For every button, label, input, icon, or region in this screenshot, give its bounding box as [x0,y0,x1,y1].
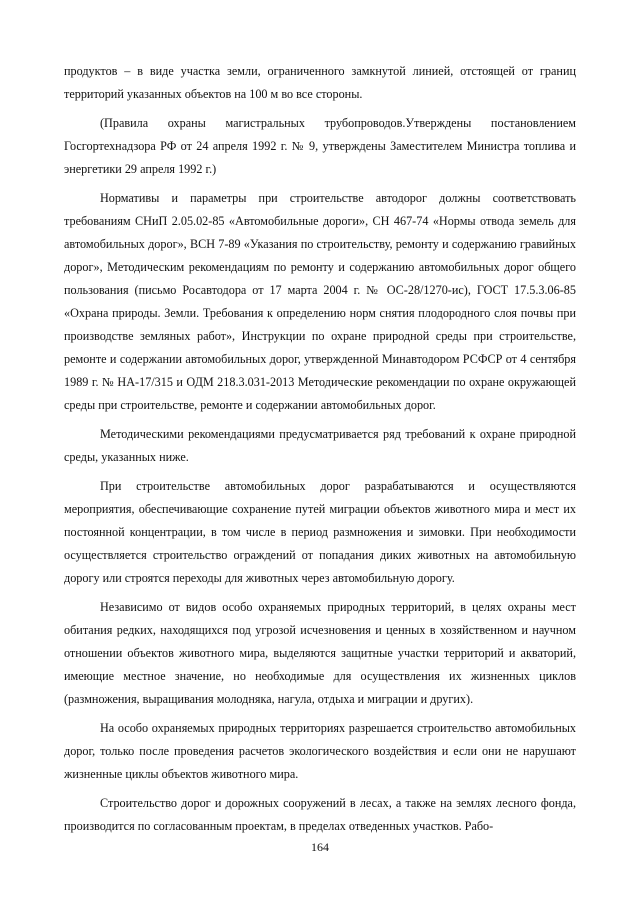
paragraph-road-norms: Нормативы и параметры при строительстве автодорог должны соответствовать требованиям СНиП 2.05.02-85 «Автомобильные дороги», СН 467-74 «Нормы отвода земель для автомобильных дорог», ВСН 7-89 «Указания по строительству, ремонту и содержанию гравийных дорог», Методическим рекомендациям по ремонту и содержанию автомобильных дорог общего пользования (письмо Росавтодора от 17 марта 2004 г. № ОС-28/1270-ис), ГОСТ 17.5.3.06-85 «Охрана природы. Земли. Требования к определению норм снятия плодородного слоя почвы при производстве земляных работ», Инструкции по охране природной среды при строительстве, ремонте и содержании автомобильных дорог, утвержденной Минавтодором РСФСР от 4 сентября 1989 г. № НА-17/315 и ОДМ 218.3.031-2013 Методические рекомендации по охране окружающей среды при строительстве, ремонте и содержании автомобильных дорог. [64,191,576,412]
paragraph-construction-permission: На особо охраняемых природных территориях разрешается строительство автомобильных дорог, только после проведения расчетов экологического воздействия и если они не нарушают жизненные циклы объектов животного мира. [64,721,576,781]
paragraph-pipeline-rules-citation: (Правила охраны магистральных трубопроводов.Утверждены постановлением Госгортехнадзора РФ от 24 апреля 1992 г. № 9, утверждены Заместителем Министра топлива и энергетики 29 апреля 1992 г.) [64,116,576,176]
paragraph-continuation: продуктов – в виде участка земли, ограниченного замкнутой линией, отстоящей от границ территорий указанных объектов на 100 м во все стороны. [64,64,576,101]
paragraph-recommendations: Методическими рекомендациями предусматривается ряд требований к охране природной среды, указанных ниже. [64,427,576,464]
paragraph-forest-construction: Строительство дорог и дорожных сооружений в лесах, а также на землях лесного фонда, производится по согласованным проектам, в пределах отведенных участков. Рабо- [64,796,576,833]
paragraph-migration-paths: При строительстве автомобильных дорог разрабатываются и осуществляются мероприятия, обеспечивающие сохранение путей миграции объектов животного мира и мест их постоянной концентрации, в том числе в период размножения и зимовки. При необходимости осуществляется строительство ограждений от попадания диких животных на автомобильную дорогу или строятся переходы для животных через автомобильную дорогу. [64,479,576,585]
document-page [64,60,576,844]
paragraph-protected-areas: Независимо от видов особо охраняемых природных территорий, в целях охраны мест обитания редких, находящихся под угрозой исчезновения и ценных в хозяйственном и научном отношении объектов животного мира, выделяются защитные участки территорий и акваторий, имеющие местное значение, но необходимые для осуществления их жизненных циклов (размножения, выращивания молодняка, нагула, отдыха и миграции и других). [64,600,576,706]
page-number: 164 [311,840,329,854]
